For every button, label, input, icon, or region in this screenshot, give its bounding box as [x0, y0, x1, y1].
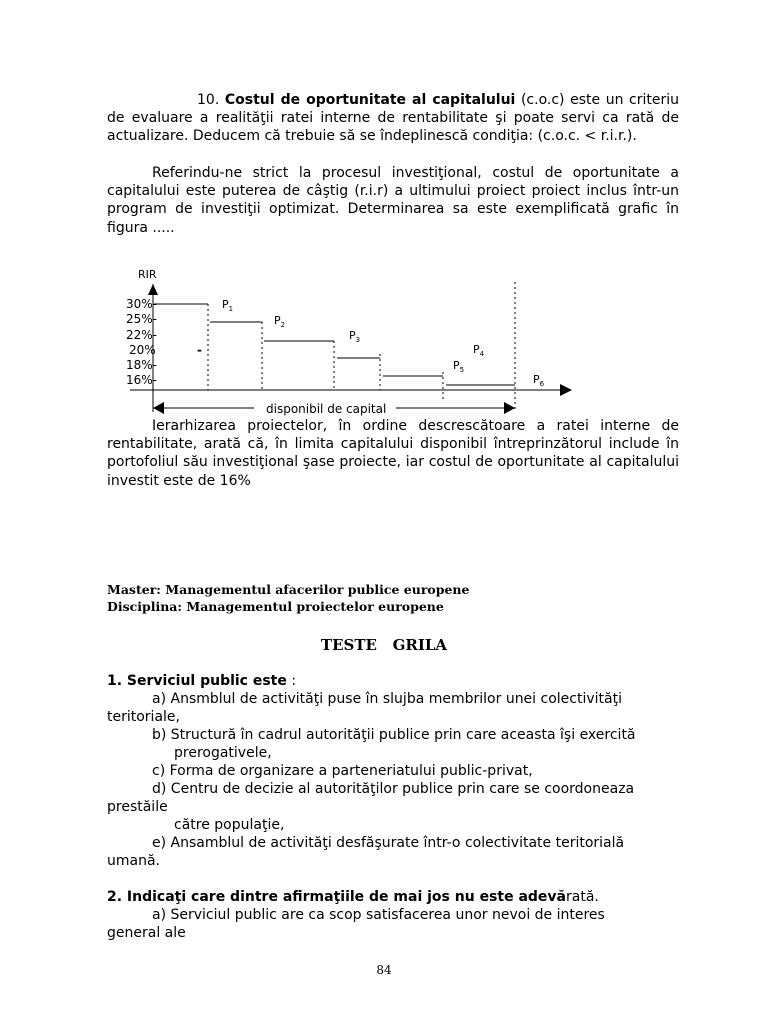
y-axis-arrow	[148, 284, 158, 295]
section-10-paragraph-3: Ierarhizarea proiectelor, în ordine descrescătoare a ratei interne de rentabilitate, arată că, în limita capitalului disponibil întreprinzătorul include în portofoliul său investiţional şase proiecte, iar costul de oportunitate al capitalului investit este de 16%	[107, 418, 679, 489]
q1-option-e-cont: umană.	[107, 853, 160, 869]
question-1-colon: :	[286, 673, 297, 689]
project-label-p4: $P_4$	[473, 343, 485, 358]
tick-label-20: 20%	[129, 343, 156, 357]
page-title: TESTE GRILA	[320, 636, 448, 654]
tick-label-22: 22%-	[126, 328, 158, 342]
capital-label: disponibil de capital	[266, 402, 387, 416]
q1-option-c: c) Forma de organizare a parteneriatului public-privat,	[152, 763, 533, 779]
question-2-text: 2. Indicaţi care dintre afirmaţiile de mai jos nu este adevă	[107, 889, 566, 905]
dash-mark: -	[197, 343, 202, 357]
project-label-p3: $P_3$	[349, 329, 361, 344]
q2-option-a: a) Serviciul public are ca scop satisfacerea unor nevoi de interes	[152, 907, 605, 923]
capital-arrowhead-left	[153, 402, 164, 414]
project-label-p6: $P_6$	[533, 373, 545, 388]
q1-option-d: d) Centru de decizie al autorităţilor publice prin care se coordoneaza	[152, 781, 635, 797]
question-2-title	[107, 888, 599, 906]
q2-option-a-cont: general ale	[107, 925, 186, 941]
q1-option-a: a) Ansmblul de activităţi puse în slujba membrilor unei colectivităţi	[152, 691, 622, 707]
discipline-header: Disciplina: Managementul proiectelor europene	[107, 599, 444, 614]
tick-label-16: 16%-	[126, 373, 158, 387]
project-label-p5: $P_5$	[453, 359, 465, 374]
q1-option-d-cont: prestăile	[107, 799, 168, 815]
tick-label-18: 18%-	[126, 358, 158, 372]
question-1-text: 1. Serviciul public este	[107, 673, 287, 689]
question-1-title	[107, 672, 296, 690]
rir-figure	[100, 262, 580, 422]
y-axis-label: RIR	[138, 268, 157, 281]
q1-option-b-cont: prerogativele,	[174, 745, 272, 761]
tick-label-30: 30%-	[126, 297, 158, 311]
section-10-intro	[107, 91, 679, 146]
x-axis-arrow	[560, 384, 572, 396]
section-number: 10.	[197, 92, 220, 108]
section-term: Costul de oportunitate al capitalului	[224, 92, 516, 108]
section-intro-text: (c.o.c) este un criteriu de evaluare a realităţii ratei interne de rentabilitate şi poate servi ca rată de actualizare. Deducem că trebuie să se îndeplinescă condiţia: (c.o.c. < r.i.r.).	[107, 92, 680, 145]
q1-option-d-cont2: către populaţie,	[174, 817, 285, 833]
page-number: 84	[376, 963, 392, 977]
q1-option-e: e) Ansamblul de activităţi desfăşurate într-o colectivitate teritorială	[152, 835, 625, 851]
section-10-paragraph-2: Referindu-ne strict la procesul investiţional, costul de oportunitate a capitalului este puterea de câştig (r.i.r) a ultimului proiect proiect inclus într-un program de investiţii optimizat. Determinarea sa este exemplificată grafic în figura .....	[107, 165, 679, 236]
project-label-p2: $P_2$	[274, 314, 286, 329]
capital-arrowhead-right	[504, 402, 515, 414]
project-label-p1: $P_1$	[222, 298, 234, 313]
question-2-text-rest: rată.	[566, 889, 599, 905]
tick-label-25: 25%-	[126, 312, 158, 326]
master-header: Master: Managementul afacerilor publice europene	[107, 582, 470, 597]
q1-option-a-cont: teritoriale,	[107, 709, 180, 725]
q1-option-b: b) Structură în cadrul autorităţii publice prin care aceasta îşi exercită	[152, 727, 636, 743]
